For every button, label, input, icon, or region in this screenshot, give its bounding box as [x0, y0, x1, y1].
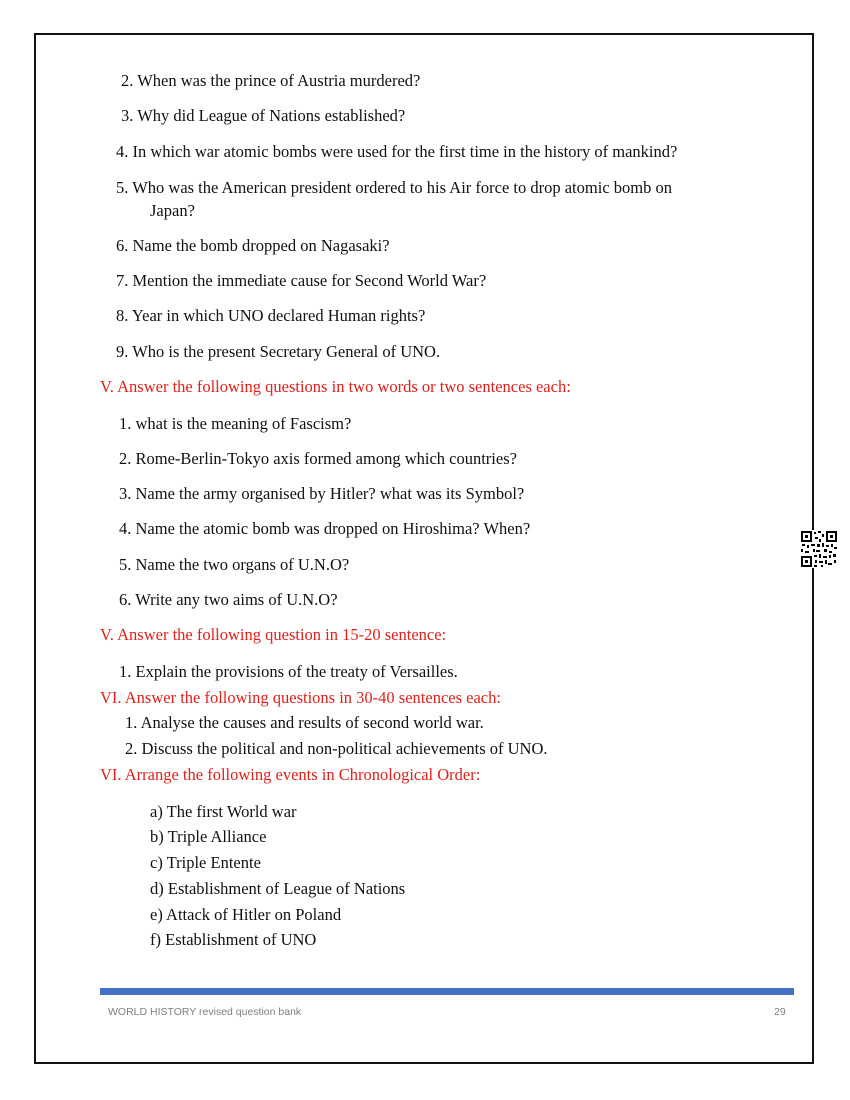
footer-bar — [100, 988, 794, 995]
question-item: 3. Name the army organised by Hitler? what was its Symbol? — [119, 484, 525, 503]
question-item: 2. When was the prince of Austria murdered? — [121, 71, 421, 90]
page-number: 29 — [774, 1006, 786, 1018]
section-heading-15-20: V. Answer the following question in 15-20 sentence: — [100, 625, 447, 644]
question-item: 9. Who is the present Secretary General of UNO. — [116, 342, 441, 361]
question-item-continuation: Japan? — [150, 201, 195, 220]
event-item: c) Triple Entente — [150, 853, 261, 872]
question-item: 1. Explain the provisions of the treaty of Versailles. — [119, 662, 458, 681]
event-item: f) Establishment of UNO — [150, 930, 317, 949]
event-item: d) Establishment of League of Nations — [150, 879, 406, 898]
question-item: 1. what is the meaning of Fascism? — [119, 414, 352, 433]
event-item: a) The first World war — [150, 802, 297, 821]
question-item: 8. Year in which UNO declared Human rights? — [116, 306, 426, 325]
question-item: 7. Mention the immediate cause for Second World War? — [116, 271, 487, 290]
footer-title: WORLD HISTORY revised question bank — [108, 1006, 302, 1018]
question-item: 6. Write any two aims of U.N.O? — [119, 590, 338, 609]
question-item: 1. Analyse the causes and results of second world war. — [125, 713, 484, 732]
qr-code-icon — [800, 530, 838, 568]
question-item: 4. Name the atomic bomb was dropped on Hiroshima? When? — [119, 519, 531, 538]
event-item: e) Attack of Hitler on Poland — [150, 905, 342, 924]
section-heading-two-words: V. Answer the following questions in two words or two sentences each: — [100, 377, 571, 396]
event-item: b) Triple Alliance — [150, 827, 267, 846]
question-item: 4. In which war atomic bombs were used for the first time in the history of mankind? — [116, 142, 678, 161]
question-item: 5. Who was the American president ordered to his Air force to drop atomic bomb on — [116, 178, 672, 197]
question-item: 6. Name the bomb dropped on Nagasaki? — [116, 236, 390, 255]
question-item: 5. Name the two organs of U.N.O? — [119, 555, 350, 574]
question-item: 3. Why did League of Nations established? — [121, 106, 406, 125]
question-item: 2. Rome-Berlin-Tokyo axis formed among which countries? — [119, 449, 517, 468]
section-heading-chronological: VI. Arrange the following events in Chronological Order: — [100, 765, 481, 784]
question-item: 2. Discuss the political and non-political achievements of UNO. — [125, 739, 548, 758]
section-heading-30-40: VI. Answer the following questions in 30-40 sentences each: — [100, 688, 501, 707]
